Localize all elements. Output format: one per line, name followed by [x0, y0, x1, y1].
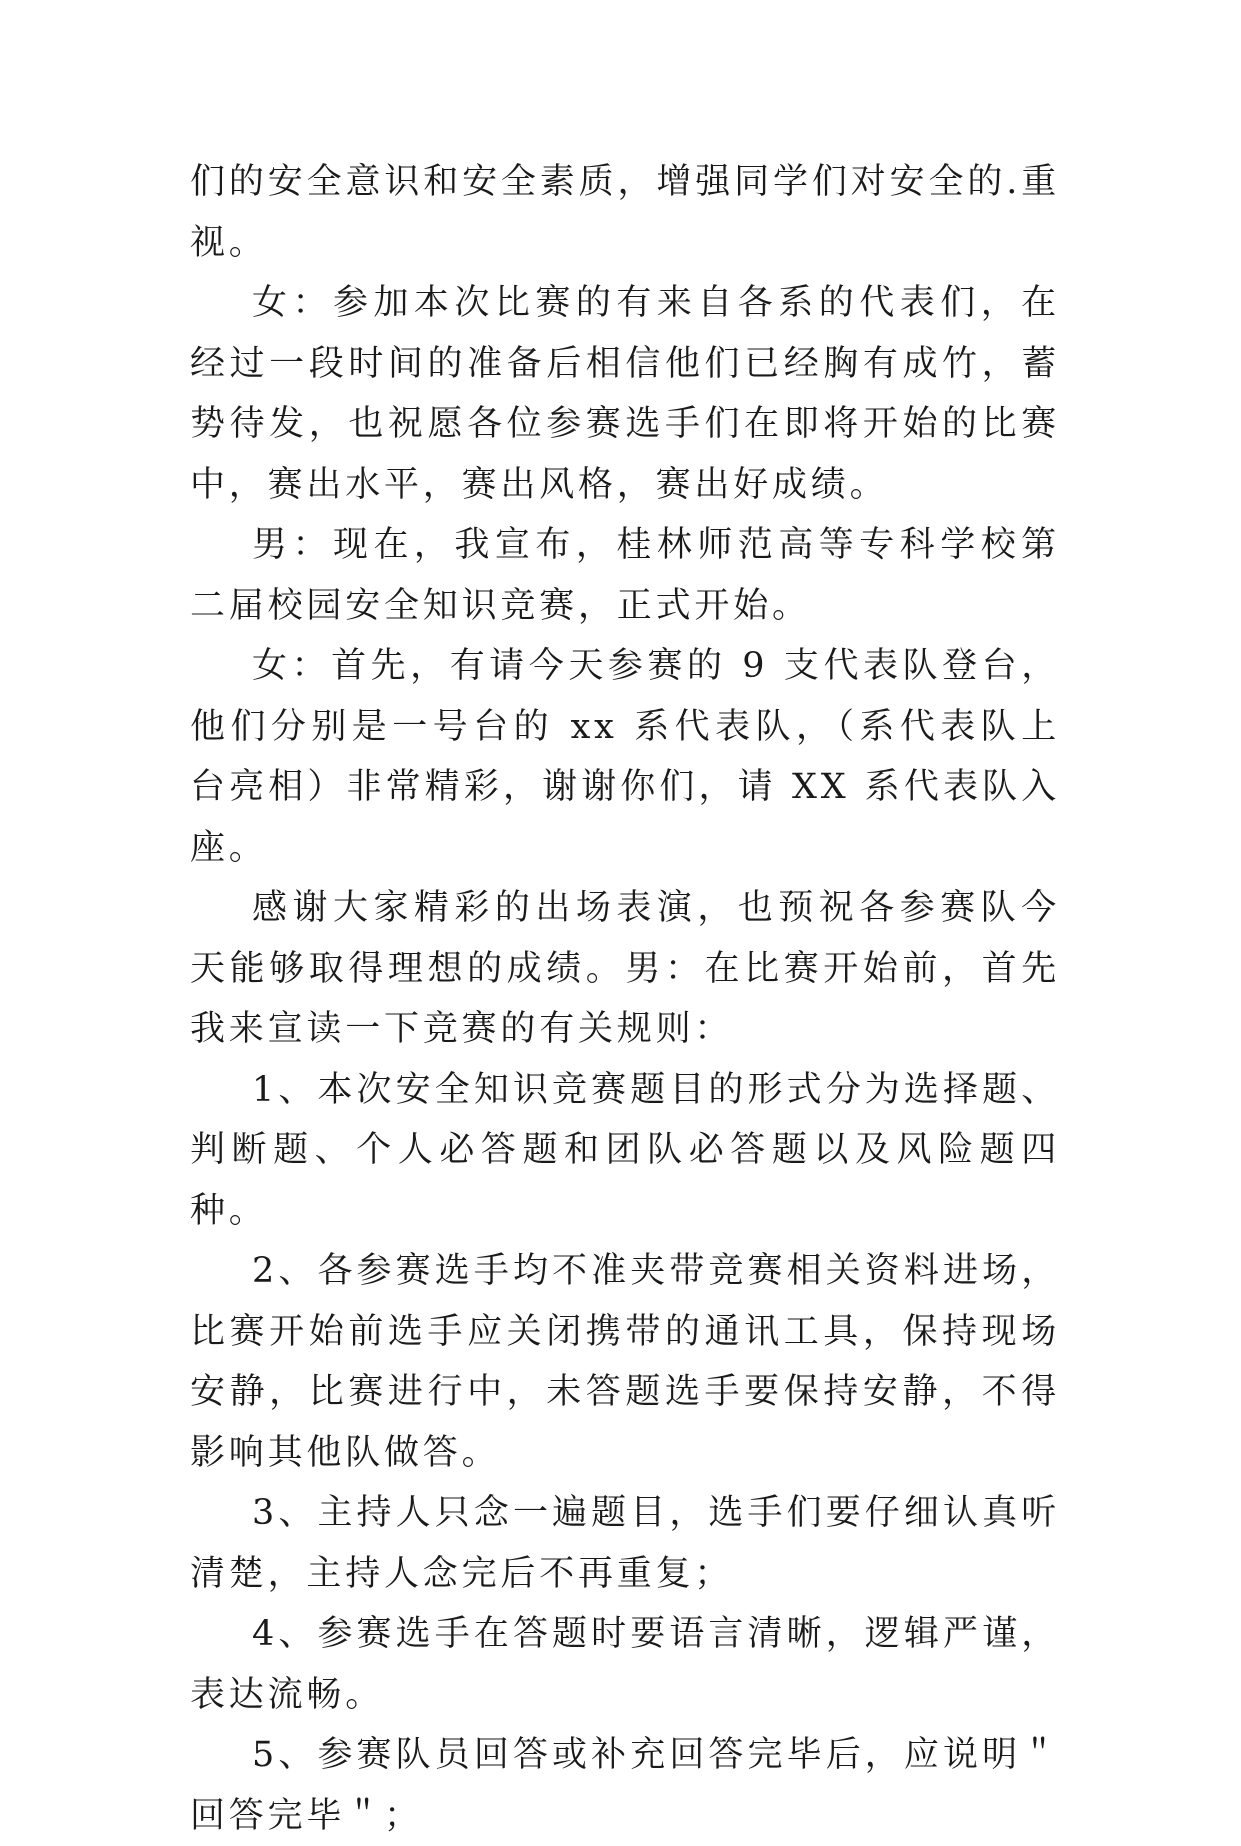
paragraph-teams-on-stage: 女：首先，有请今天参赛的 9 支代表队登台，他们分别是一号台的 xx 系代表队，（系代表队上台亮相）非常精彩，谢谢你们，请 XX 系代表队入座。 — [190, 646, 1060, 868]
paragraph-continuation: 们的安全意识和安全素质，增强同学们对安全的.重视。 — [190, 162, 1060, 263]
paragraph-rule-5: 5、参赛队员回答或补充回答完毕后，应说明＂回答完毕＂； — [190, 1735, 1060, 1836]
document-body — [190, 152, 1060, 1846]
paragraph-rule-4: 4、参赛选手在答题时要语言清晰，逻辑严谨，表达流畅。 — [190, 1614, 1060, 1715]
paragraph-male-host-announcement: 男：现在，我宣布，桂林师范高等专科学校第二届校园安全知识竞赛，正式开始。 — [190, 525, 1060, 626]
paragraph-rule-2: 2、各参赛选手均不准夹带竞赛相关资料进场，比赛开始前选手应关闭携带的通讯工具，保持现场安静，比赛进行中，未答题选手要保持安静，不得影响其他队做答。 — [190, 1251, 1060, 1473]
paragraph-female-host-intro: 女：参加本次比赛的有来自各系的代表们，在经过一段时间的准备后相信他们已经胸有成竹，蓄势待发，也祝愿各位参赛选手们在即将开始的比赛中，赛出水平，赛出风格，赛出好成绩。 — [190, 283, 1060, 505]
paragraph-rules-intro: 感谢大家精彩的出场表演，也预祝各参赛队今天能够取得理想的成绩。男：在比赛开始前，首先我来宣读一下竞赛的有关规则： — [190, 888, 1060, 1049]
paragraph-rule-3: 3、主持人只念一遍题目，选手们要仔细认真听清楚，主持人念完后不再重复； — [190, 1493, 1060, 1594]
paragraph-rule-1: 1、本次安全知识竞赛题目的形式分为选择题、判断题、个人必答题和团队必答题以及风险题四种。 — [190, 1069, 1060, 1231]
